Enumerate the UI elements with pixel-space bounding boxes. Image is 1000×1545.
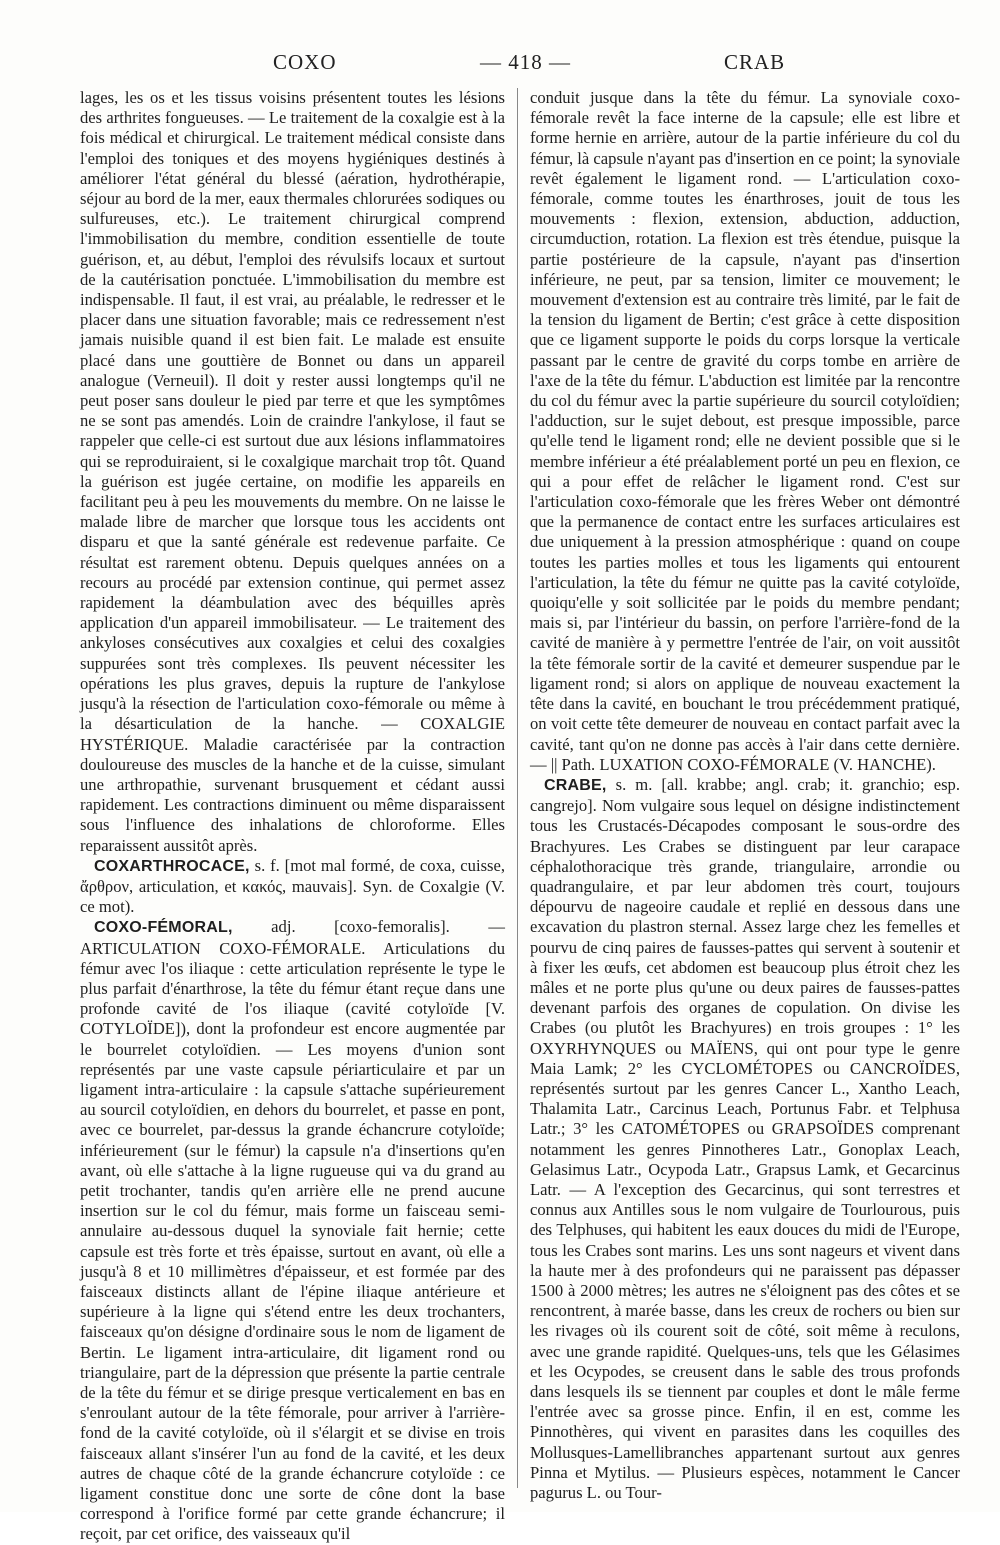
entry-definition: s. m. [all. krabbe; angl. crab; it. granchio; esp. cangrejo]. Nom vulgaire sous lequel on désigne indistinctement tous les Crustacés-Décapodes composant le sous-ordre des Brachyures. Les Crabes se distinguent par leur carapace céphalothoracique très grande, triangulaire, arrondie ou quadrangulaire, et par leur abdomen très court, toujours dépourvu de nageoire caudale et replié en dessous dans une excavation du plastron sternal. Assez large chez les femelles et pourvu de cinq paires de fausses-pattes qui servent à soutenir et à fixer les œufs, cet abdomen est beaucoup plus étroit chez les mâles et ne porte plus qu'une ou deux paires de fausses-pattes devenant parfois des organes de copulation. On divise les Crabes (ou plutôt les Brachyures) en trois groupes : 1° les OXYRHYNQUES ou MAÏENS, qui ont pour type le genre Maia Lamk; 2° les CYCLOMÉTOPES ou CANCROÏDES, représentés surtout par les genres Cancer L., Xantho Leach, Thalamita Latr., Carcinus Leach, Portunus Fabr. et Telphusa Latr.; 3° les CATOMÉTOPES ou GRAPSOÏDES comprenant notamment les genres Pinnotheres Latr., Gonoplax Leach, Gelasimus Latr., Ocypoda Latr., Grapsus Lamk, et Gecarcinus Latr. — A l'exception des Gecarcinus, qui sont terrestres et connus aux Antilles sous le nom vulgaire de Tourlourous, puis des Telphuses, qui habitent les eaux douces du midi de l'Europe, tous les Crabes sont marins. Les uns sont nageurs et vivent dans la haute mer à des profondeurs qui ne paraissent pas dépasser 1500 à 2000 mètres; les autres ne s'éloignent pas des côtes et se rencontrent, à marée basse, dans les creux de rochers ou bien sur les rivages où ils courent soit de côté, soit même à reculons, avec une grande rapidité. Quelques-uns, tels que les Gélasimes et les Ocypodes, se creusent dans le sable des trous profonds dans lesquels ils se tiennent par couples et dont le mâle ferme l'entrée avec sa grosse pince. Enfin, il en est, comme les Pinnothères, qui vivent en parasites dans les coquilles des Mollusques-Lamellibranches appartenant surtout aux genres Pinna et Mytilus. — Plusieurs espèces, notamment le Cancer pagurus L. ou Tour- (530, 774, 960, 1503)
entry-headword: CRABE, (544, 776, 607, 794)
coxalgie-continuation-paragraph: lages, les os et les tissus voisins présentent toutes les lésions des arthrites fongueuses. — Le traitement de la coxalgie est à la fois médical et chirurgical. Le traitement médical consiste dans l'emploi des toniques et des moyens hygiéniques destinés à améliorer l'état général du blessé (aération, hydrothérapie, séjour au bord de la mer, eaux thermales chlorurées sodiques ou sulfureuses, etc.). Le traitement chirurgical comprend l'immobilisation du membre, condition essentielle de toute guérison, et, au début, l'emploi des révulsifs locaux et surtout de la cautérisation ponctuée. L'immobilisation du membre est indispensable. Il faut, il est vrai, au préalable, le redresser et le placer dans une situation favorable; mais ce redressement n'est jamais nuisible quand il est bien fait. Le malade est ensuite placé dans une gouttière de Bonnet ou dans un appareil analogue (Verneuil). Il doit y rester aussi longtemps qu'il ne peut poser sans douleur le pied par terre et que les symptômes ne se sont pas amendés. Loin de craindre l'ankylose, il faut se rappeler que celle-ci est surtout due aux lésions inflammatoires qui se reproduiraient, si le coxalgique marchait trop tôt. Quand la guérison est jugée certaine, on modifie les appareils en facilitant peu à peu les mouvements du membre. On ne laisse le malade libre de marcher que lorsque tous les accidents ont disparu et que la santé générale est redevenue parfaite. Ce résultat est rarement obtenu. Depuis quelques années on a recours au procédé par extension continue, qui permet assez rapidement la déambulation avec des béquilles après application d'un appareil immobilisateur. — Le traitement des ankyloses consécutives aux coxalgies et celui des coxalgies suppurées sont très complexes. Ils peuvent nécessiter les opérations les plus graves, depuis la rupture de l'ankylose jusqu'à la résection de l'articulation coxo-fémorale ou même à la désarticulation de la hanche. — COXALGIE HYSTÉRIQUE. Maladie caractérisée par la contraction douloureuse des muscles de la hanche et de la cuisse, simulant une arthropathie, survenant brusquement et cédant aussi rapidement. Les contractions diminuent ou même disparaissent sous l'influence des inhalations de chloroforme. Elles reparaissent aussitôt après. (80, 88, 505, 855)
running-header (80, 50, 960, 80)
left-column (80, 88, 505, 1545)
entry-crabe (530, 775, 960, 1503)
entry-definition: adj. [coxo-femoralis]. — ARTICULATION COXO-FÉMORALE. Articulations du fémur avec l'os iliaque : cette articulation représente le type le plus parfait d'énarthrose, la tête du fémur étant reçue dans une profonde cavité de l'os iliaque (cavité cotyloïde [V. COTYLOÏDE]), dont la profondeur est encore augmentée par le bourrelet cotyloïdien. — Les moyens d'union sont représentés par une vaste capsule périarticulaire et par un ligament intra-articulaire : la capsule s'attache supérieurement au sourcil cotyloïdien, en dehors du bourrelet, et passe en pont, avec ce bourrelet, par-dessus la grande échancrure cotyloïde; inférieurement (sur le fémur) la capsule n'a d'insertions qu'en avant, où elle s'attache à la ligne rugueuse qui va du grand au petit trochanter, tandis qu'en arrière elle ne prend aucune insertion sur le col du fémur, mais forme un faisceau semi-annulaire au-dessous duquel la synoviale fait hernie; cette capsule est très forte et très épaisse, surtout en avant, où elle a jusqu'à 8 et 10 millimètres d'épaisseur, et est formée par des faisceaux distincts allant de l'épine iliaque antérieure et supérieure à la ligne qui s'étend entre les deux trochanters, faisceaux qu'on désigne d'ordinaire sous le nom de ligament de Bertin. Le ligament intra-articulaire, dit ligament rond ou triangulaire, part de la dépression que présente la partie centrale de la tête du fémur et se dirige presque verticalement en bas en s'enroulant autour de la tête fémorale, pour arriver à l'arrière-fond de la cavité cotyloïde, où il s'élargit et se divise en trois faisceaux allant s'insérer l'un au fond de la cavité, et les deux autres de chaque côté de la grande échancrure cotyloïde : ce ligament constitue donc une sorte de cône dont la base correspond à l'orifice formé par cette grande échancrure; il reçoit, par cet orifice, des vaisseaux qu'il (80, 917, 505, 1544)
header-left-guideword: COXO (273, 50, 337, 74)
header-right-guideword: CRAB (724, 50, 786, 74)
column-divider (517, 88, 518, 1488)
entry-coxarthrocace (80, 856, 505, 918)
entry-definition: s. f. [mot mal formé, de coxa, cuisse, ἄρθρον, articulation, et κακός, mauvais]. Syn. de Coxalgie (V. ce mot). (80, 855, 505, 917)
right-column (530, 88, 960, 1503)
entry-headword: COXO-FÉMORAL, (94, 919, 233, 937)
coxo-femoral-continuation-paragraph: conduit jusque dans la tête du fémur. La synoviale coxo-fémorale revêt la face interne de la capsule; elle est libre et forme hernie en arrière, autour de la partie inférieure du col du fémur, là capsule n'ayant pas d'insertion en ce point; la synoviale revêt également le ligament rond. — L'articulation coxo-fémorale, comme toutes les énarthroses, jouit de tous les mouvements : flexion, extension, abduction, adduction, circumduction, rotation. La flexion est très étendue, puisque la partie postérieure de la capsule, n'ayant pas d'insertion inférieure, ne peut, par sa tension, limiter ce mouvement; le mouvement d'extension est au contraire très limité, par le fait de la tension du ligament de Bertin; c'est grâce à cette disposition que ce ligament supporte le poids du corps lorsque la verticale passant par le centre de gravité du corps tombe en arrière de l'axe de la tête du fémur. L'abduction est limitée par la rencontre du col du fémur avec la partie supérieure du sourcil cotyloïdien; l'adduction, sur le sujet debout, est presque impossible, parce qu'elle tend le ligament rond; elle ne devient possible que si le membre inférieur a été préalablement porté un peu en flexion, ce qui a pour effet de relâcher le ligament rond. C'est sur l'articulation coxo-fémorale que les frères Weber ont démontré que la permanence de contact entre les surfaces articulaires est due uniquement à la pression atmosphérique : quand on coupe toutes les parties molles et tous les ligaments qui entourent l'articulation, la tête du fémur ne quitte pas la cavité cotyloïde, quoiqu'elle y soit sollicitée par le poids du membre pendant; mais si, par l'intérieur du bassin, on perfore l'arrière-fond de la cavité de manière à y permettre l'entrée de l'air, on voit aussitôt la tête fémorale sortir de la cavité et demeurer suspendue par le ligament rond; si alors on applique de nouveau exactement la tête dans la cavité, en bouchant le trou précédemment pratiqué, on voit cette tête demeurer de nouveau en contact parfait avec la cavité, tant qu'on ne donne pas accès à l'air dans cette dernière. — || Path. LUXATION COXO-FÉMORALE (V. HANCHE). (530, 88, 960, 774)
page-number: — 418 — (480, 50, 571, 74)
entry-headword: COXARTHROCACE, (94, 857, 250, 875)
entry-coxo-femoral (80, 917, 505, 1544)
